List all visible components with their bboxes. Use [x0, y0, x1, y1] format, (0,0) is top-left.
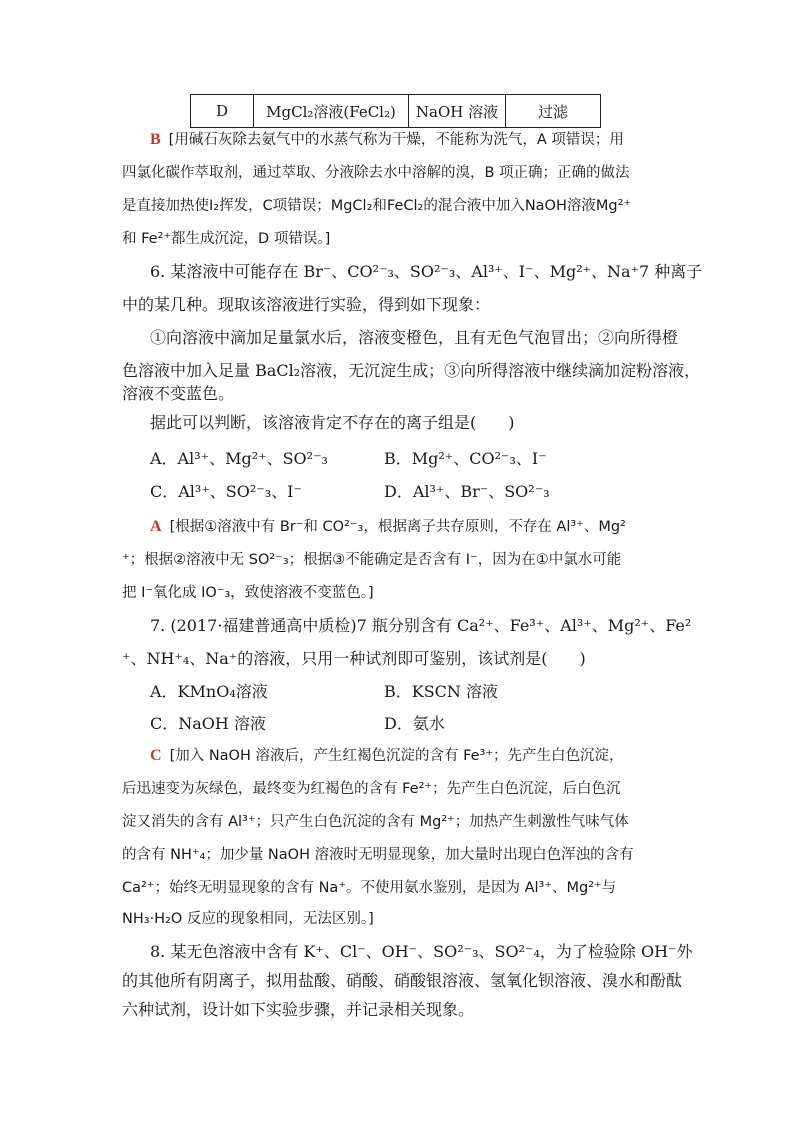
- q7-explanation-line: NH₃·H₂O 反应的现象相同，无法区别。]: [122, 911, 374, 927]
- q5-explanation-line: 是直接加热使I₂挥发，C项错误；MgCl₂和FeCl₂的混合液中加入NaOH溶液Mg²⁺: [122, 198, 632, 214]
- q8-stem-line: 六种试剂，设计如下实验步骤，并记录相关现象。: [122, 1000, 475, 1019]
- q5-explanation-line: 和 Fe²⁺都生成沉淀，D 项错误。]: [122, 231, 331, 247]
- q6-explanation-line: ⁺；根据②溶液中无 SO²⁻₃；根据③不能确定是否含有 I⁻，因为在①中氯水可能: [122, 552, 622, 568]
- q6-stem-line: 溶液不变蓝色。: [122, 384, 235, 403]
- q7-explanation-line: 后迅速变为灰绿色，最终变为红褐色的含有 Fe²⁺；先产生白色沉淀，后白色沉: [122, 781, 621, 797]
- q7-explanation-line: 的含有 NH⁺₄；加少量 NaOH 溶液时无明显现象，加大量时出现白色浑浊的含有: [122, 847, 634, 863]
- q7-option-d: D．氨水: [384, 714, 445, 733]
- q6-answer-letter: A: [150, 518, 162, 535]
- q6-option-c: C．Al³⁺、SO²⁻₃、I⁻: [150, 482, 302, 501]
- table-row: [191, 95, 601, 128]
- q6-stem-line: 6. 某溶液中可能存在 Br⁻、CO²⁻₃、SO²⁻₃、Al³⁺、I⁻、Mg²⁺、Na⁺7 种离子: [150, 262, 703, 281]
- table-cell-substance: MgCl₂溶液(FeCl₂): [254, 95, 409, 128]
- q7-stem-line: ⁺、NH⁺₄、Na⁺的溶液，只用一种试剂即可鉴别，该试剂是( ): [122, 649, 586, 668]
- q7-option-a: A．KMnO₄溶液: [150, 682, 268, 701]
- q7-option-b: B．KSCN 溶液: [384, 682, 499, 701]
- q6-explanation-line: [150, 517, 626, 537]
- table-cell-method: 过滤: [506, 95, 601, 128]
- q5-explanation-line: [150, 130, 624, 150]
- q5-explanation-line: 四氯化碳作萃取剂，通过萃取、分液除去水中溶解的溴，B 项正确；正确的做法: [122, 165, 630, 181]
- table-cell-reagent: NaOH 溶液: [409, 95, 506, 128]
- q7-explanation-text: [加入 NaOH 溶液后，产生红褐色沉淀的含有 Fe³⁺；先产生白色沉淀，: [169, 748, 624, 764]
- q7-explanation-line: Ca²⁺；始终无明显现象的含有 Na⁺。不使用氨水鉴别，是因为 Al³⁺、Mg²⁺与: [122, 880, 617, 896]
- q6-option-b: B．Mg²⁺、CO²⁻₃、I⁻: [384, 449, 547, 468]
- q8-stem-line: 8. 某无色溶液中含有 K⁺、Cl⁻、OH⁻、SO²⁻₃、SO²⁻₄，为了检验除 OH⁻外: [150, 942, 693, 961]
- q6-option-a: A．Al³⁺、Mg²⁺、SO²⁻₃: [150, 449, 328, 468]
- q5-answer-letter: B: [150, 131, 161, 148]
- q7-option-c: C．NaOH 溶液: [150, 714, 266, 733]
- q8-stem-line: 的其他所有阴离子，拟用盐酸、硝酸、硝酸银溶液、氢氧化钡溶液、溴水和酚酞: [122, 971, 683, 990]
- q6-stem-line: 据此可以判断，该溶液肯定不存在的离子组是( ): [150, 413, 515, 432]
- option-table: [190, 94, 601, 128]
- q7-answer-letter: C: [150, 747, 162, 764]
- q6-option-d: D．Al³⁺、Br⁻、SO²⁻₃: [384, 482, 550, 501]
- q6-stem-line: ①向溶液中滴加足量氯水后，溶液变橙色，且有无色气泡冒出；②向所得橙: [150, 328, 679, 347]
- q6-explanation-line: 把 I⁻氧化成 IO⁻₃，致使溶液不变蓝色。]: [122, 585, 374, 601]
- q7-explanation-line: [150, 746, 624, 766]
- q6-stem-line: 色溶液中加入足量 BaCl₂溶液，无沉淀生成；③向所得溶液中继续滴加淀粉溶液，: [122, 361, 701, 380]
- table-cell-option: D: [191, 95, 254, 128]
- q7-explanation-line: 淀又消失的含有 Al³⁺；只产生白色沉淀的含有 Mg²⁺；加热产生刺激性气味气体: [122, 814, 629, 830]
- q6-stem-line: 中的某几种。现取该溶液进行实验，得到如下现象：: [122, 295, 491, 314]
- q5-explanation-text: [用碱石灰除去氨气中的水蒸气称为干燥，不能称为洗气，A 项错误；用: [168, 132, 624, 148]
- q6-explanation-text: [根据①溶液中有 Br⁻和 CO²⁻₃，根据离子共存原则，不存在 Al³⁺、Mg²: [169, 519, 626, 535]
- q7-stem-line: 7. (2017·福建普通高中质检)7 瓶分别含有 Ca²⁺、Fe³⁺、Al³⁺、Mg²⁺、Fe²: [150, 616, 692, 635]
